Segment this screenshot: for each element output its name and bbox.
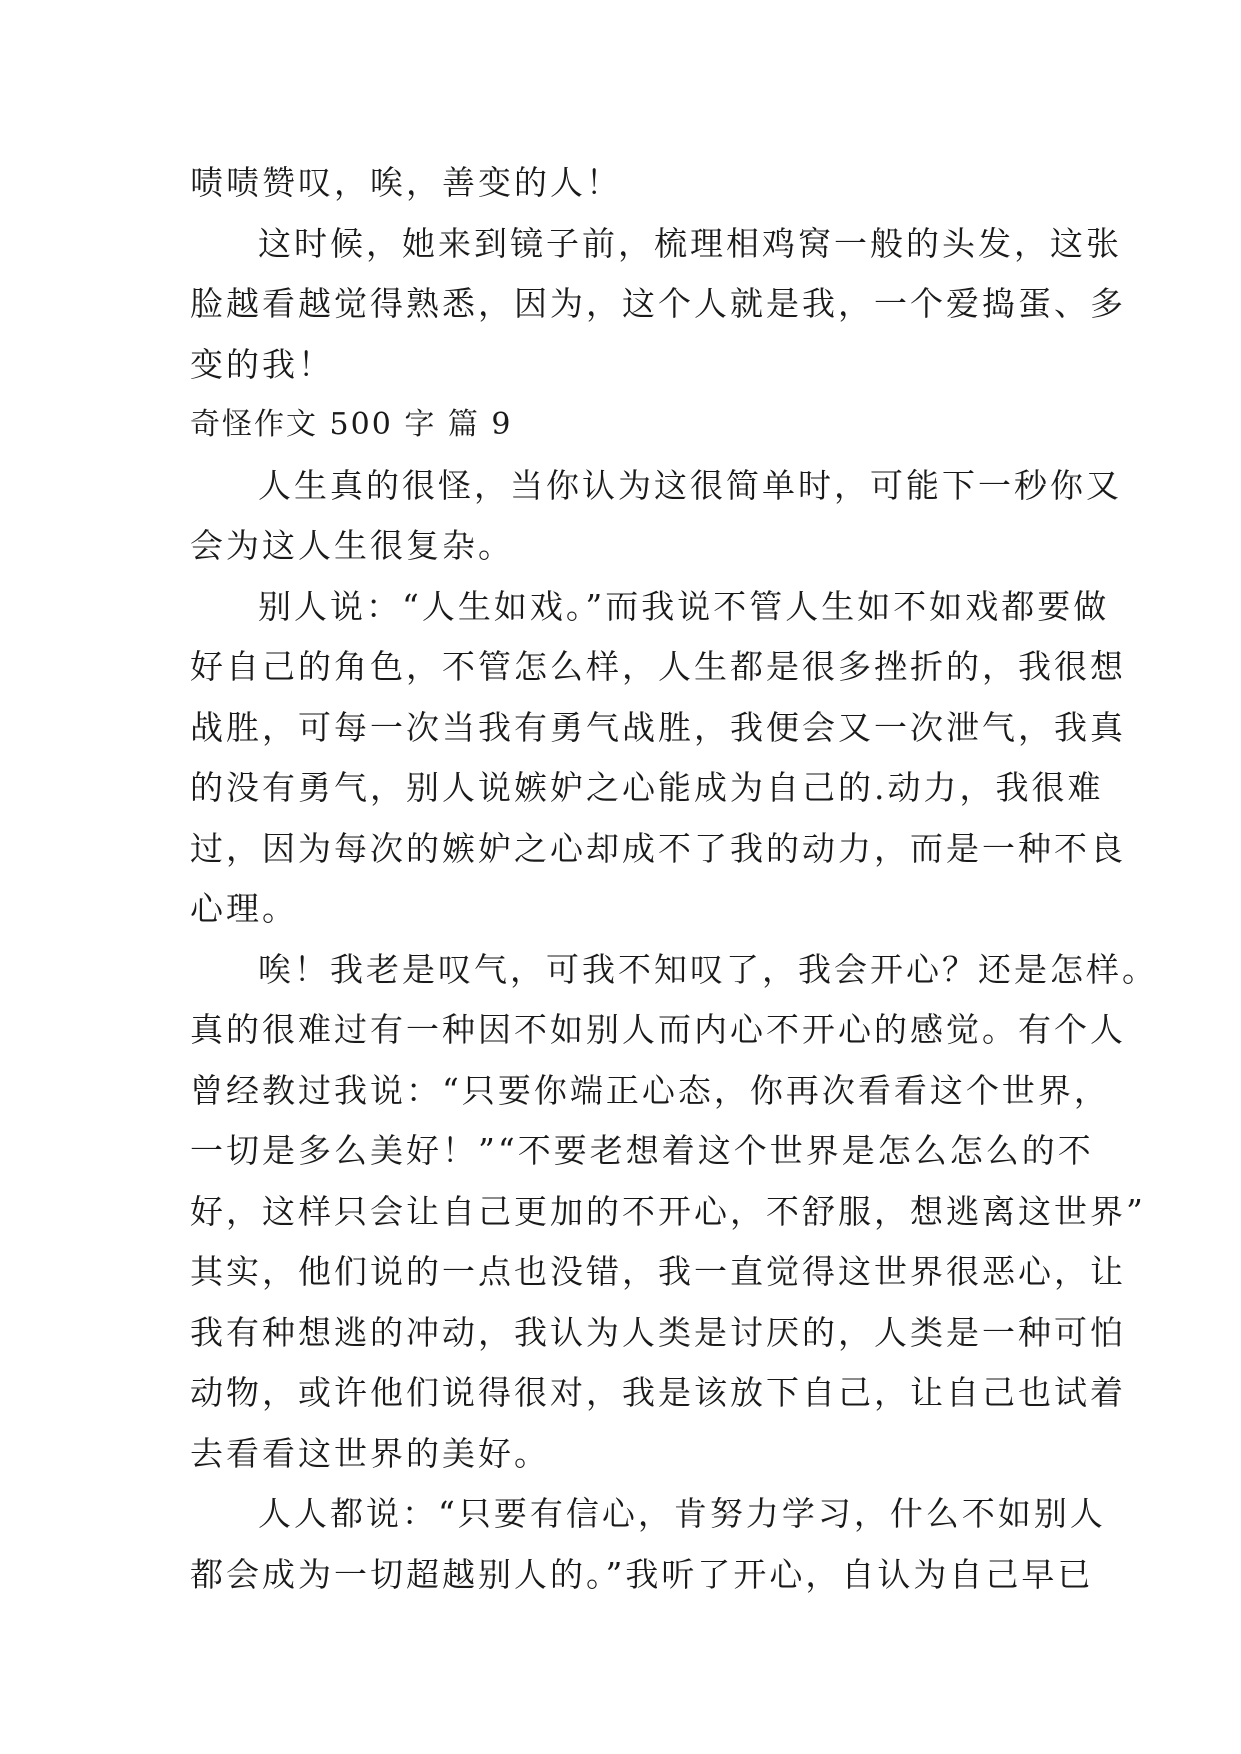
text-line: 人人都说：“只要有信心，肯努力学习，什么不如别人	[258, 1494, 1106, 1533]
text-line: 好，这样只会让自己更加的不开心，不舒服，想逃离这世界”	[190, 1191, 1146, 1231]
text-line: 其实，他们说的一点也没错，我一直觉得这世界很恶心，让	[190, 1252, 1126, 1291]
text-line: 脸越看越觉得熟悉，因为，这个人就是我，一个爱捣蛋、多	[190, 284, 1126, 323]
text-line: 过，因为每次的嫉妒之心却成不了我的动力，而是一种不良	[190, 828, 1126, 868]
paragraph	[190, 153, 1050, 214]
text-line: 变的我！	[190, 344, 334, 384]
text-line: 人生真的很怪，当你认为这很简单时，可能下一秒你又	[258, 465, 1122, 505]
text-line: 曾经教过我说：“只要你端正心态，你再次看看这个世界，	[190, 1070, 1110, 1110]
text-line: 会为这人生很复杂。	[190, 526, 514, 565]
text-line: 战胜，可每一次当我有勇气战胜，我便会又一次泄气，我真	[190, 707, 1126, 747]
document-body	[190, 153, 1158, 1605]
text-line: 我有种想逃的冲动，我认为人类是讨厌的，人类是一种可怕	[190, 1312, 1126, 1352]
paragraph	[190, 456, 1122, 577]
text-line: 心理。	[190, 889, 298, 928]
text-line: 真的很难过有一种因不如别人而内心不开心的感觉。有个人	[190, 1010, 1126, 1049]
paragraph	[190, 940, 1158, 1485]
text-line: 啧啧赞叹，唉，善变的人！	[190, 163, 622, 202]
paragraph	[190, 577, 1126, 940]
text-line: 别人说：“人生如戏。”而我说不管人生如不如戏都要做	[258, 586, 1110, 626]
paragraph	[190, 214, 1126, 396]
text-line: 一切是多么美好！”“不要老想着这个世界是怎么怎么的不	[190, 1131, 1094, 1170]
text-line: 去看看这世界的美好。	[190, 1433, 550, 1473]
paragraph	[190, 1484, 1106, 1605]
text-line: 好自己的角色，不管怎么样，人生都是很多挫折的，我很想	[190, 647, 1126, 686]
text-line: 这时候，她来到镜子前，梳理相鸡窝一般的头发，这张	[258, 223, 1122, 263]
text-line: 动物，或许他们说得很对，我是该放下自己，让自己也试着	[190, 1373, 1126, 1412]
section-heading	[190, 395, 1050, 456]
text-line: 的没有勇气，别人说嫉妒之心能成为自己的.动力，我很难	[190, 768, 1104, 807]
heading-text: 奇怪作文 500 字 篇 9	[190, 407, 513, 442]
text-line: 唉！我老是叹气，可我不知叹了，我会开心？还是怎样。	[258, 949, 1158, 989]
text-line: 都会成为一切超越别人的。”我听了开心，自认为自己早已	[190, 1554, 1094, 1594]
